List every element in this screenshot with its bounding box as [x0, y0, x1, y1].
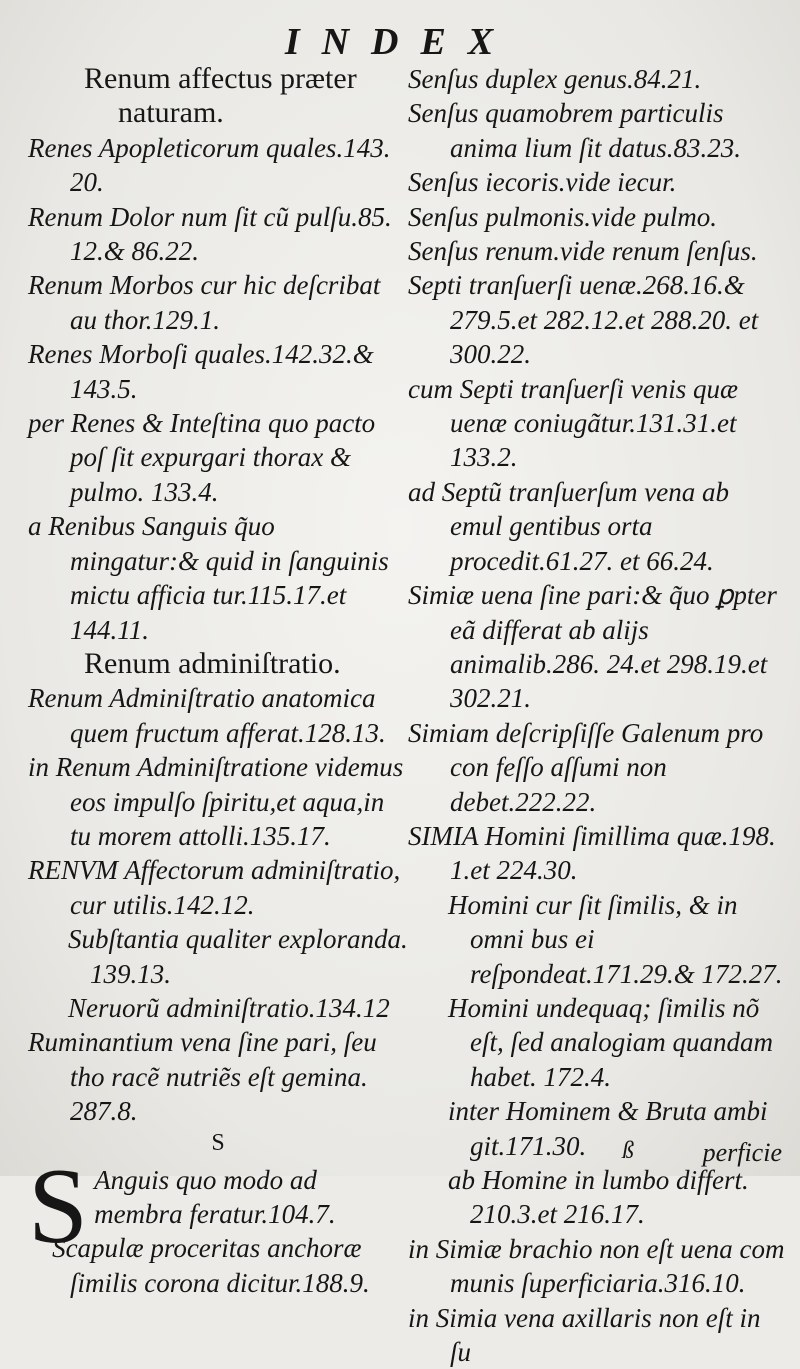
- index-entry: Simiam deſcripſiſſe Galenum pro con feſſo aſſumi non debet.222.22.: [408, 717, 764, 817]
- index-entry: Senſus renum.vide renum ſenſus.: [408, 236, 758, 267]
- index-subentry: Homini cur ſit ſimilis, & in omni bus ei reſpondeat.171.29.& 172.27.: [448, 889, 783, 989]
- section-heading: Renum adminiſtratio.: [84, 646, 341, 680]
- left-column: [28, 62, 408, 1298]
- index-entry: Septi tranſuerſi uenæ.268.16.& 279.5.et 282.12.et 288.20. et 300.22.: [408, 270, 759, 370]
- index-subentry: ab Homine in lumbo differt. 210.3.et 216.17.: [448, 1165, 749, 1230]
- index-entry: Senſus iecoris.vide iecur.: [408, 167, 677, 198]
- index-entry: Renum Morbos cur hic deſcribat au thor.129.1.: [28, 270, 381, 335]
- index-entry: cum Septi tranſuerſi venis quæ uenæ coniugãtur.131.31.et 133.2.: [408, 373, 738, 473]
- index-entry: Ruminantium vena ſine pari, ſeu tho racẽ nutriẽs eſt gemina. 287.8.: [28, 1027, 377, 1127]
- index-entry: Simiæ uena ſine pari:& q̃uo ꝑpter eã differat ab alijs animalib.286. 24.et 298.19.et 302.21.: [408, 580, 777, 714]
- index-entry: RENVM Affectorum adminiſtratio, cur utilis.142.12.: [28, 855, 401, 920]
- index-entry: Senſus quamobrem particulis anima lium ſit datus.83.23.: [408, 98, 742, 163]
- catchword: perficie: [702, 1138, 782, 1167]
- index-entry: Renes Morboſi quales.142.32.& 143.5.: [28, 339, 374, 404]
- signature-mark: ß: [622, 1138, 634, 1164]
- index-entry: Renum Dolor num ſit cũ pulſu.85. 12.& 86.22.: [28, 201, 392, 267]
- index-entry: Renes Apopleticorum quales.143. 20.: [28, 132, 391, 198]
- index-entry: Senſus duplex genus.84.21.: [408, 64, 702, 94]
- index-entry: SIMIA Homini ſimillima quæ.198. 1.et 224.30.: [408, 820, 776, 886]
- entry-text: Anguis quo modo ad membra feratur.104.7.: [94, 1164, 336, 1229]
- index-entry: Senſus pulmonis.vide pulmo.: [408, 201, 717, 232]
- index-subentry: Neruorũ adminiſtratio.134.12: [68, 992, 390, 1023]
- index-entry: a Renibus Sanguis q̃uo mingatur:& quid in ſanguinis mictu afficia tur.115.17.et 144.11.: [28, 511, 389, 645]
- index-entry: in Simiæ brachio non eſt uena com munis ſuperficiaria.316.10.: [408, 1233, 785, 1299]
- index-entry: in Simia vena axillaris non eſt in ſu: [408, 1302, 761, 1368]
- index-entry: per Renes & Inteſtina quo pacto poſ ſit expurgari thorax & pulmo. 133.4.: [28, 408, 376, 507]
- page-header: INDEX: [284, 21, 516, 63]
- index-subentry: Subſtantia qualiter exploranda. 139.13.: [68, 924, 408, 989]
- index-entry: ad Septũ tranſuerſum vena ab emul gentibus orta procedit.61.27. et 66.24.: [408, 476, 729, 576]
- index-entry: Renum Adminiſtratio anatomica quem fructum afferat.128.13.: [28, 683, 386, 748]
- drop-cap: S: [28, 1146, 89, 1266]
- section-letter: S: [211, 1129, 225, 1156]
- index-entry: Scapulæ proceritas anchoræ ſimilis corona dicitur.188.9.: [52, 1233, 370, 1298]
- index-entry: in Renum Adminiſtratione videmus eos impulſo ſpiritu,et aqua,in tu morem attolli.135.17.: [28, 752, 404, 851]
- index-subentry: inter Hominem & Bruta ambi git.171.30.: [448, 1096, 768, 1161]
- section-heading: Renum affectus præter naturam.: [84, 62, 357, 130]
- index-subentry: Homini undequaq; ſimilis nõ eſt, ſed analogiam quandam habet. 172.4.: [448, 992, 773, 1092]
